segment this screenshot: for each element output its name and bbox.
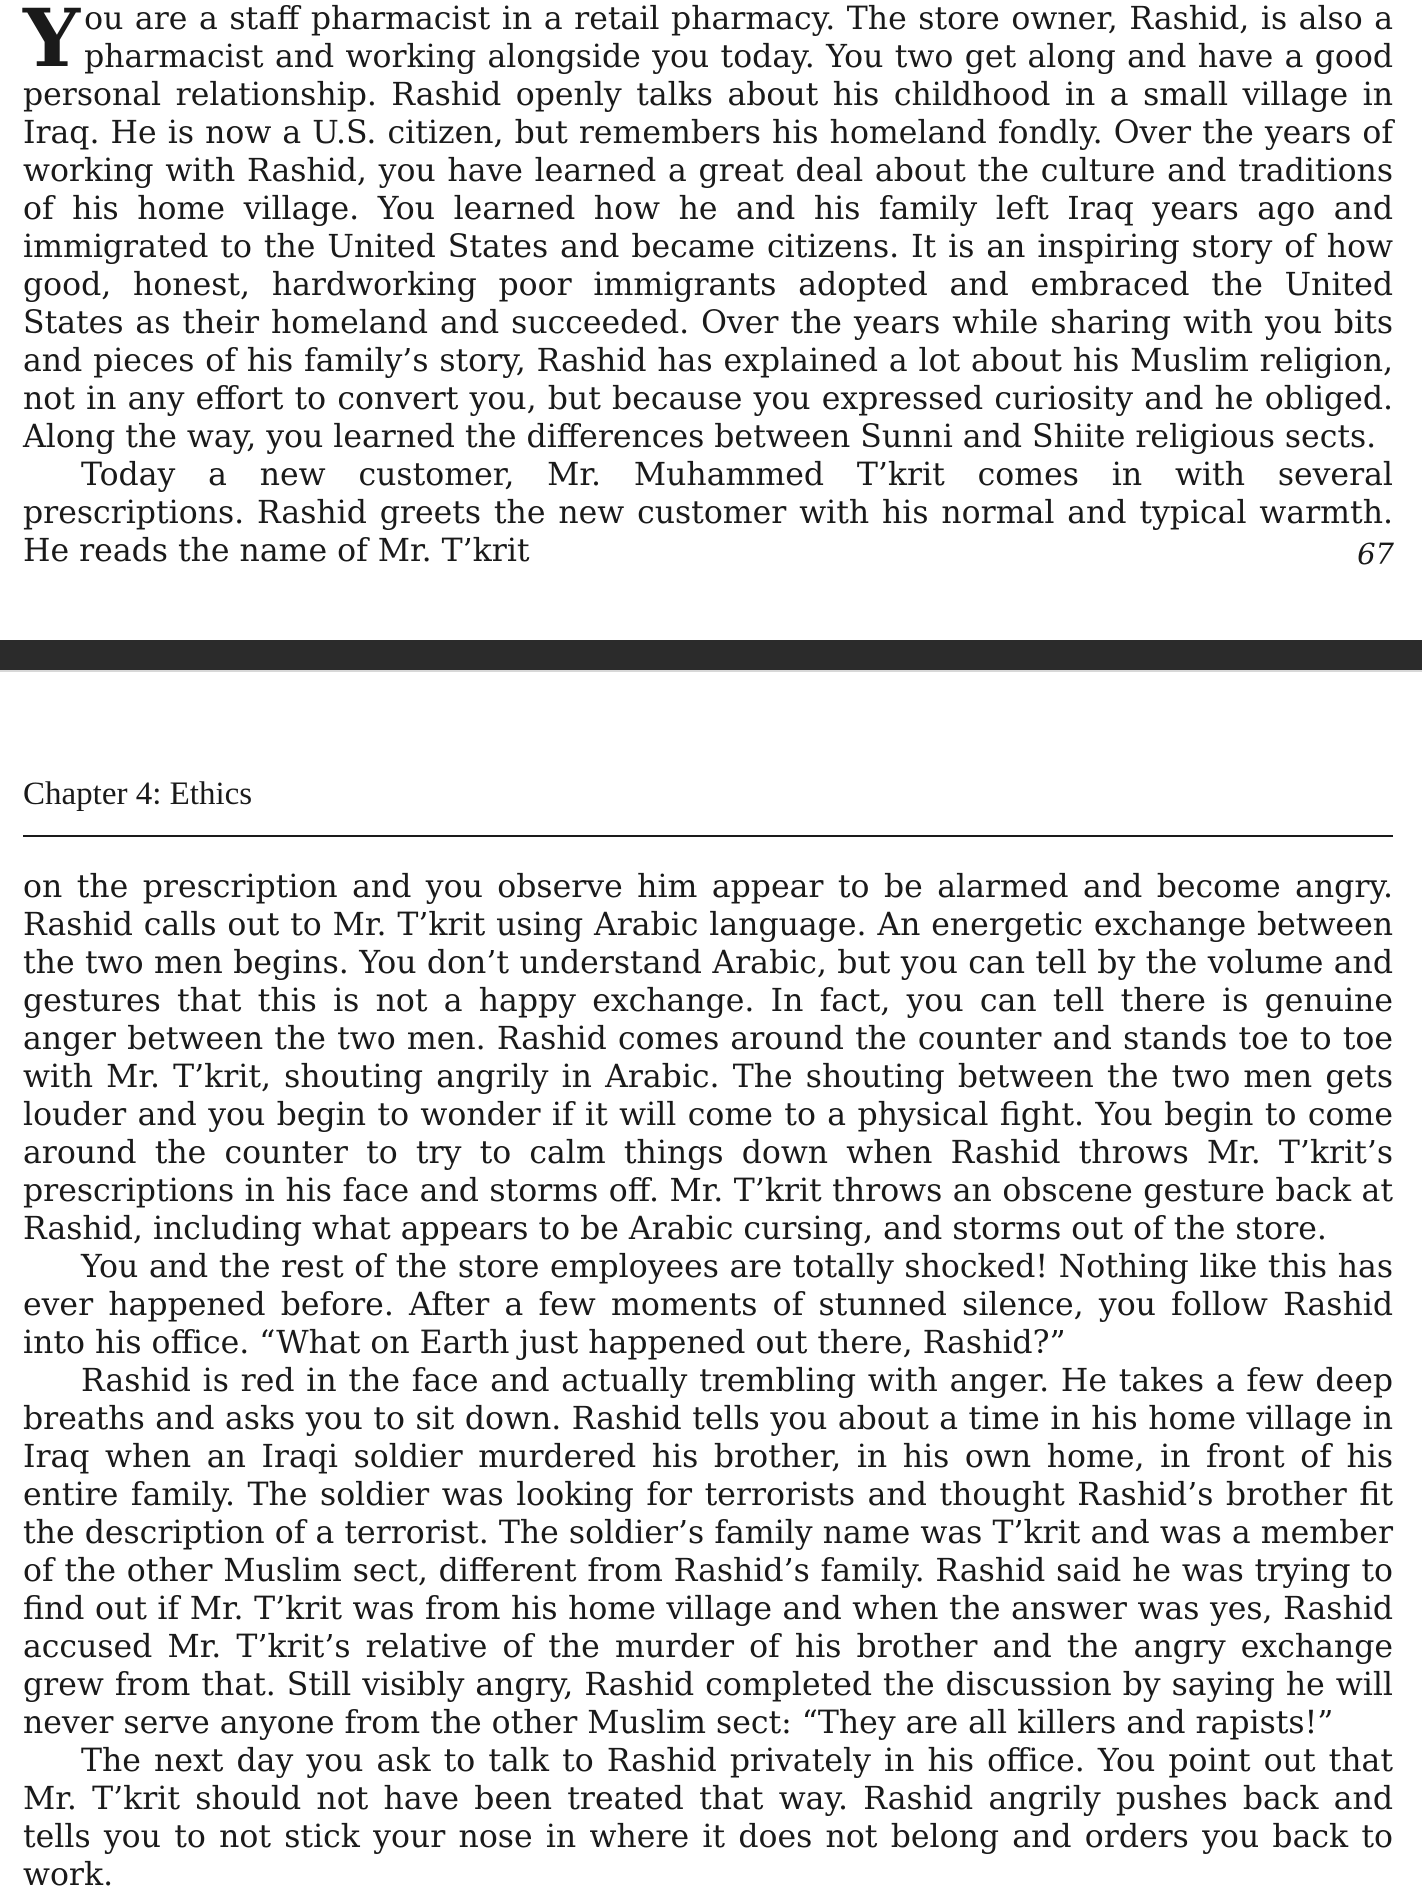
page-number: 67: [1357, 537, 1394, 571]
paragraph: The next day you ask to talk to Rashid privately in his office. You point out that Mr. T’krit should not have been treated that way. Rashid angrily pushes back and tells you to not stick your nose in where it does not belong and orders you back to work.: [23, 1743, 1393, 1893]
paragraph: You and the rest of the store employees are totally shocked! Nothing like this has ever happened before. After a few moments of stunned silence, you follow Rashid into his office. “What on Earth just happened out there, Rashid?”: [23, 1249, 1393, 1361]
paragraph: on the prescription and you observe him appear to be alarmed and become angry. Rashid calls out to Mr. T’krit using Arabic language. An energetic exchange between the two men begins. You don’t understand Arabic, but you can tell by the volume and gestures that this is not a happy exchange. In fact, you can tell there is genuine anger between the two men. Rashid comes around the counter and stands toe to toe with Mr. T’krit, shouting angrily in Arabic. The shouting between the two men gets louder and you begin to wonder if it will come to a physical fight. You begin to come around the counter to try to calm things down when Rashid throws Mr. T’krit’s prescriptions in his face and storms off. Mr. T’krit throws an obscene gesture back at Rashid, including what appears to be Arabic cursing, and storms out of the store.: [23, 869, 1393, 1247]
page-separator: [0, 640, 1422, 672]
paragraph-with-drop-cap: You are a staff pharmacist in a retail pharmacy. The store owner, Rashid, is also a pharmacist and working alongside you today. You two get along and have a good personal relationship. Rashid openly talks about his childhood in a small village in Iraq. He is now a U.S. citizen, but remembers his homeland fondly. Over the years of working with Rashid, you have learned a great deal about the culture and traditions of his home village. You learned how he and his family left Iraq years ago and immigrated to the United States and became citizens. It is an inspiring story of how good, honest, hardworking poor immigrants adopted and embraced the United States as their homeland and succeeded. Over the years while sharing with you bits and pieces of his family’s story, Rashid has explained a lot about his Muslim religion, not in any effort to convert you, but because you expressed curiosity and he obliged. Along the way, you learned the differences between Sunni and Shiite religious sects.: [23, 0, 1393, 455]
header-rule: [23, 835, 1393, 837]
paragraph: Today a new customer, Mr. Muhammed T’krit comes in with several prescriptions. Rashid greets the new customer with his normal and typical warmth. He reads the name of Mr. T’krit: [23, 457, 1393, 569]
paragraph: Rashid is red in the face and actually trembling with anger. He takes a few deep breaths and asks you to sit down. Rashid tells you about a time in his home village in Iraq when an Iraqi soldier murdered his brother, in his own home, in front of his entire family. The soldier was looking for terrorists and thought Rashid’s brother fit the description of a terrorist. The soldier’s family name was T’krit and was a member of the other Muslim sect, different from Rashid’s family. Rashid said he was trying to find out if Mr. T’krit was from his home village and when the answer was yes, Rashid accused Mr. T’krit’s relative of the murder of his brother and the angry exchange grew from that. Still visibly angry, Rashid completed the discussion by saying he will never serve anyone from the other Muslim sect: “They are all killers and rapists!”: [23, 1363, 1393, 1741]
running-header: Chapter 4: Ethics: [23, 776, 253, 812]
body-text-bottom: [23, 868, 1393, 1894]
body-text-top: [23, 0, 1393, 570]
